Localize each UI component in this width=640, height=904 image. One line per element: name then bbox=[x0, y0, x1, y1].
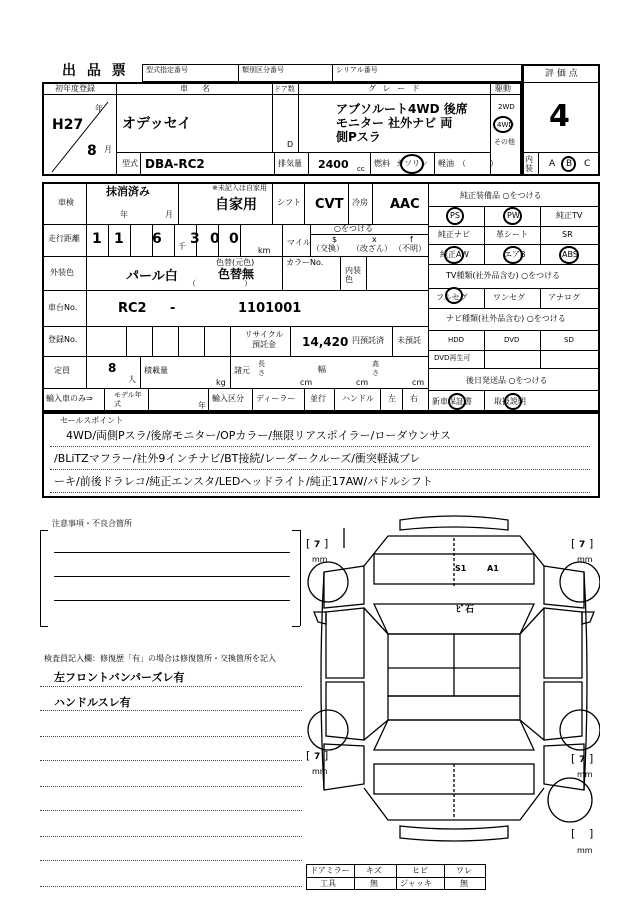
ac-label: 冷房 bbox=[352, 198, 368, 207]
equip-sr: SR bbox=[562, 230, 573, 239]
grade-line-1: アブソルート4WD 後席 bbox=[336, 102, 468, 116]
car-diagram bbox=[304, 508, 600, 858]
month-unit: 月 bbox=[104, 145, 112, 154]
interior-grade-c: C bbox=[584, 159, 591, 169]
doors-label: ドア数 bbox=[274, 85, 295, 93]
color-no-label: カラーNo. bbox=[286, 258, 324, 267]
equip-aw: 純正AW bbox=[440, 250, 469, 259]
recycle-value: 14,420 bbox=[302, 335, 349, 349]
car-name-label: 車 名 bbox=[180, 84, 213, 93]
nav-dvd: DVD bbox=[504, 336, 520, 344]
recycle-paid: 円預託済 bbox=[352, 336, 384, 345]
drive-circle bbox=[493, 116, 513, 133]
mile-label: マイル bbox=[287, 238, 311, 247]
mark-sym-2: x bbox=[372, 235, 377, 244]
tire-rl-open: [ bbox=[306, 749, 311, 762]
fuel-diesel: 軽油 bbox=[438, 159, 454, 168]
selling-line-2: /BLiTZマフラー/社外9インチナビ/BT接続/レーダークルーズ/衝突軽減ブレ bbox=[54, 452, 421, 465]
nav-title: ナビ種類(社外品含む) ○をつける bbox=[446, 314, 566, 323]
model-designation-label: 型式指定番号 bbox=[146, 66, 188, 74]
ac-value: AAC bbox=[390, 197, 420, 212]
tire-rr-open: [ bbox=[571, 752, 576, 765]
tire-rl-unit: mm bbox=[312, 767, 328, 776]
equip-pw: PW bbox=[507, 211, 520, 220]
mileage-label: 走行距離 bbox=[48, 234, 80, 243]
inspection-month-unit: 月 bbox=[165, 210, 173, 219]
color-label: 外装色 bbox=[50, 268, 74, 277]
mark-sym-3: f bbox=[410, 235, 413, 244]
tire-rl-value: 7 bbox=[314, 752, 321, 762]
drive-other: その他 bbox=[494, 138, 515, 146]
tire-spare-open: [ bbox=[571, 827, 576, 840]
diagram-windshield-mark: ﾋﾞ石 bbox=[456, 605, 475, 615]
equip-airbag-circle bbox=[503, 246, 523, 264]
selling-line-3: ーキ/前後ドラレコ/純正エンスタ/LEDヘッドライト/純正17AW/パドルシフト bbox=[54, 475, 433, 488]
import-dealer: ディーラー bbox=[256, 394, 296, 403]
tv-fullseg: フルセグ bbox=[436, 293, 468, 302]
recycle-unpaid: 未預託 bbox=[397, 336, 421, 345]
car-name: オデッセイ bbox=[122, 116, 192, 132]
tire-fr-open: [ bbox=[571, 537, 576, 550]
equip-aw-circle bbox=[444, 246, 464, 264]
capacity-label: 定員 bbox=[54, 366, 70, 375]
tire-fl-unit: mm bbox=[312, 555, 328, 564]
legend-header-break: ワレ bbox=[456, 866, 472, 875]
handle-right: 右 bbox=[410, 394, 418, 403]
tire-fl-value: 7 bbox=[314, 540, 321, 550]
door-d: D bbox=[287, 140, 294, 149]
handle-left: 左 bbox=[388, 394, 396, 403]
interior-label: 内装 bbox=[525, 155, 533, 173]
tv-analog: アナログ bbox=[548, 293, 580, 302]
chassis-label: 車台No. bbox=[48, 303, 78, 312]
color-value: パール白 bbox=[126, 269, 178, 284]
history-value: 自家用 bbox=[215, 197, 257, 213]
later-warranty-circle bbox=[448, 393, 466, 410]
mileage-digit-5: 0 bbox=[210, 231, 220, 247]
equip-pw-circle bbox=[503, 207, 522, 225]
selling-points-label: セールスポイント bbox=[60, 416, 124, 425]
fuel-label: 燃料 bbox=[374, 159, 390, 168]
serial-label: シリアル番号 bbox=[336, 66, 378, 74]
tv-fullseg-circle bbox=[445, 287, 463, 304]
reg-label: 登録No. bbox=[48, 335, 78, 344]
fuel-paren: （ ） bbox=[458, 159, 498, 168]
later-title: 後日発送品 ○をつける bbox=[466, 376, 548, 385]
equip-airbag: エアB bbox=[504, 250, 526, 259]
equip-ps-circle bbox=[446, 207, 464, 225]
displacement-label: 排気量 bbox=[278, 159, 302, 168]
tire-rr-unit: mm bbox=[577, 770, 593, 779]
grade-line-2: モニター 社外ナビ 両 bbox=[336, 116, 453, 130]
color-orig-value: 色替無 bbox=[218, 267, 255, 281]
score-label: 評 価 点 bbox=[545, 69, 578, 79]
capacity-value: 8 bbox=[108, 361, 117, 375]
nav-hdd: HDD bbox=[448, 336, 465, 344]
year-unit: 年 bbox=[95, 104, 103, 113]
selling-line-1: 4WD/両側Pスラ/後席モニター/OPカラー/無限リアスポイラー/ローダウンサス bbox=[66, 429, 451, 442]
cc-unit: cc bbox=[357, 165, 365, 173]
genuine-title: 純正装備品 ○をつける bbox=[460, 191, 542, 200]
tv-oneseg: ワンセグ bbox=[493, 293, 525, 302]
length-label: 長さ bbox=[258, 360, 265, 377]
tire-fl-open: [ bbox=[306, 537, 311, 550]
recycle-label: リサイクル預託金 bbox=[244, 330, 284, 349]
interior-grade-b: B bbox=[566, 159, 573, 169]
equip-nav: 純正ナビ bbox=[438, 230, 470, 239]
later-manual-circle bbox=[504, 393, 522, 410]
first-reg-label: 初年度登録 bbox=[55, 84, 95, 93]
mileage-digit-4: 3 bbox=[190, 231, 200, 247]
mileage-digit-2: 1 bbox=[114, 231, 124, 247]
mark-label: ○をつける bbox=[334, 224, 373, 233]
chassis-dash: - bbox=[170, 301, 176, 316]
equip-abs: ABS bbox=[562, 250, 578, 259]
chassis-number: 1101001 bbox=[238, 301, 302, 316]
equip-abs-circle bbox=[559, 246, 579, 264]
legend-tools: 工具 bbox=[320, 879, 336, 888]
displacement-value: 2400 bbox=[318, 158, 349, 171]
fuel-circle bbox=[400, 154, 424, 174]
width-cm: cm bbox=[356, 378, 369, 387]
color-orig-label: 色替(元色) bbox=[216, 258, 255, 267]
caution-label: 注意事項・不良合箇所 bbox=[52, 519, 132, 528]
handle-label: ハンドル bbox=[342, 394, 374, 403]
inspector-label: 検査員記入欄：修復歴「有」の場合は修復箇所・交換箇所を記入 bbox=[44, 654, 276, 663]
mark-text-1: （交換） bbox=[312, 244, 344, 253]
legend-header-mirror: ドアミラー bbox=[310, 866, 350, 875]
import-label: 輸入車のみ⇒ bbox=[46, 394, 93, 403]
first-reg-month: 8 bbox=[87, 143, 97, 159]
first-reg-year: H27 bbox=[52, 117, 84, 133]
dims-label: 諸元 bbox=[234, 366, 250, 375]
chassis-prefix: RC2 bbox=[118, 301, 147, 316]
mark-sym-1: $ bbox=[332, 235, 338, 244]
inspector-note-1: 左フロントバンパーズレ有 bbox=[54, 671, 185, 684]
fuel-gasoline: ガソリン bbox=[396, 159, 428, 168]
interior-grade-circle bbox=[561, 156, 576, 172]
score-value: 4 bbox=[549, 99, 570, 134]
tire-rr-value: 7 bbox=[579, 755, 586, 765]
diagram-mark-s1: S1 bbox=[455, 564, 467, 573]
diagram-mark-a1: A1 bbox=[487, 564, 499, 573]
mileage-digit-1: 1 bbox=[92, 231, 102, 247]
height-label: 高さ bbox=[372, 360, 379, 377]
tire-fr-close: ] bbox=[589, 537, 594, 550]
interior-grade-a: A bbox=[549, 159, 556, 169]
equip-ps: PS bbox=[450, 211, 460, 220]
later-manual: 取扱説明 bbox=[494, 397, 526, 406]
tire-rr-close: ] bbox=[589, 752, 594, 765]
legend-jack: ジャッキ bbox=[400, 879, 432, 888]
shift-value: CVT bbox=[315, 197, 344, 212]
tire-fl-close: ] bbox=[324, 537, 329, 550]
mileage-km: km bbox=[258, 246, 271, 255]
legend-header-scratch: キズ bbox=[366, 866, 382, 875]
inspection-label: 車検 bbox=[58, 198, 74, 207]
tv-title: TV種類(社外品含む) ○をつける bbox=[446, 271, 561, 280]
mileage-sen: 千 bbox=[178, 242, 186, 251]
equip-leather: 革シート bbox=[496, 230, 528, 239]
length-cm: cm bbox=[300, 378, 313, 387]
load-label: 積載量 bbox=[144, 366, 168, 375]
interior-color-label: 内装色 bbox=[345, 266, 361, 284]
grade-line-3: 側Pスラ bbox=[336, 130, 381, 144]
legend-jack-value: 無 bbox=[460, 879, 468, 888]
drive-label: 駆動 bbox=[495, 84, 511, 93]
legend-tools-value: 無 bbox=[370, 879, 378, 888]
tire-fr-value: 7 bbox=[579, 540, 586, 550]
legend-header-crack: ヒビ bbox=[412, 866, 428, 875]
drive-2wd: 2WD bbox=[498, 103, 515, 111]
model-label: 型式 bbox=[122, 159, 138, 168]
nav-sd: SD bbox=[564, 336, 574, 344]
model-year-label: モデル年式 bbox=[114, 391, 142, 408]
grade-label: グ レ ー ド bbox=[368, 84, 422, 93]
mark-text-2: （改ざん） bbox=[352, 244, 392, 253]
model-year-unit: 年 bbox=[198, 401, 206, 410]
drive-4wd: 4WD bbox=[497, 121, 514, 129]
first-reg-divider bbox=[42, 94, 116, 176]
tire-fr-unit: mm bbox=[577, 555, 593, 564]
mileage-digit-6: 0 bbox=[229, 231, 239, 247]
color-paren: （ ） bbox=[188, 279, 252, 288]
tire-spare-close: ] bbox=[589, 827, 594, 840]
mark-text-3: （不明） bbox=[394, 244, 426, 253]
import-type-label: 輸入区分 bbox=[212, 394, 244, 403]
import-parallel: 並行 bbox=[310, 394, 326, 403]
model-value: DBA-RC2 bbox=[145, 157, 205, 171]
form-title: 出 品 票 bbox=[62, 63, 129, 79]
later-warranty: 新車保証書 bbox=[432, 397, 472, 406]
inspection-year-unit: 年 bbox=[120, 210, 128, 219]
category-label: 類別区分番号 bbox=[242, 66, 284, 74]
equip-tv: 純正TV bbox=[556, 211, 583, 220]
inspector-note-2: ハンドルスレ有 bbox=[54, 696, 131, 709]
inspection-value: 抹消済み bbox=[106, 185, 150, 198]
shift-label: シフト bbox=[277, 198, 301, 207]
dvd-label: DVD再生可 bbox=[434, 354, 471, 362]
history-note: ※未記入は自家用 bbox=[212, 184, 267, 192]
tire-rl-close: ] bbox=[324, 749, 329, 762]
width-label: 幅 bbox=[318, 365, 326, 374]
load-kg: kg bbox=[216, 378, 226, 387]
mileage-digit-3: 6 bbox=[152, 231, 162, 247]
height-cm: cm bbox=[412, 378, 425, 387]
capacity-unit: 人 bbox=[128, 375, 136, 384]
tire-spare-unit: mm bbox=[577, 846, 593, 855]
